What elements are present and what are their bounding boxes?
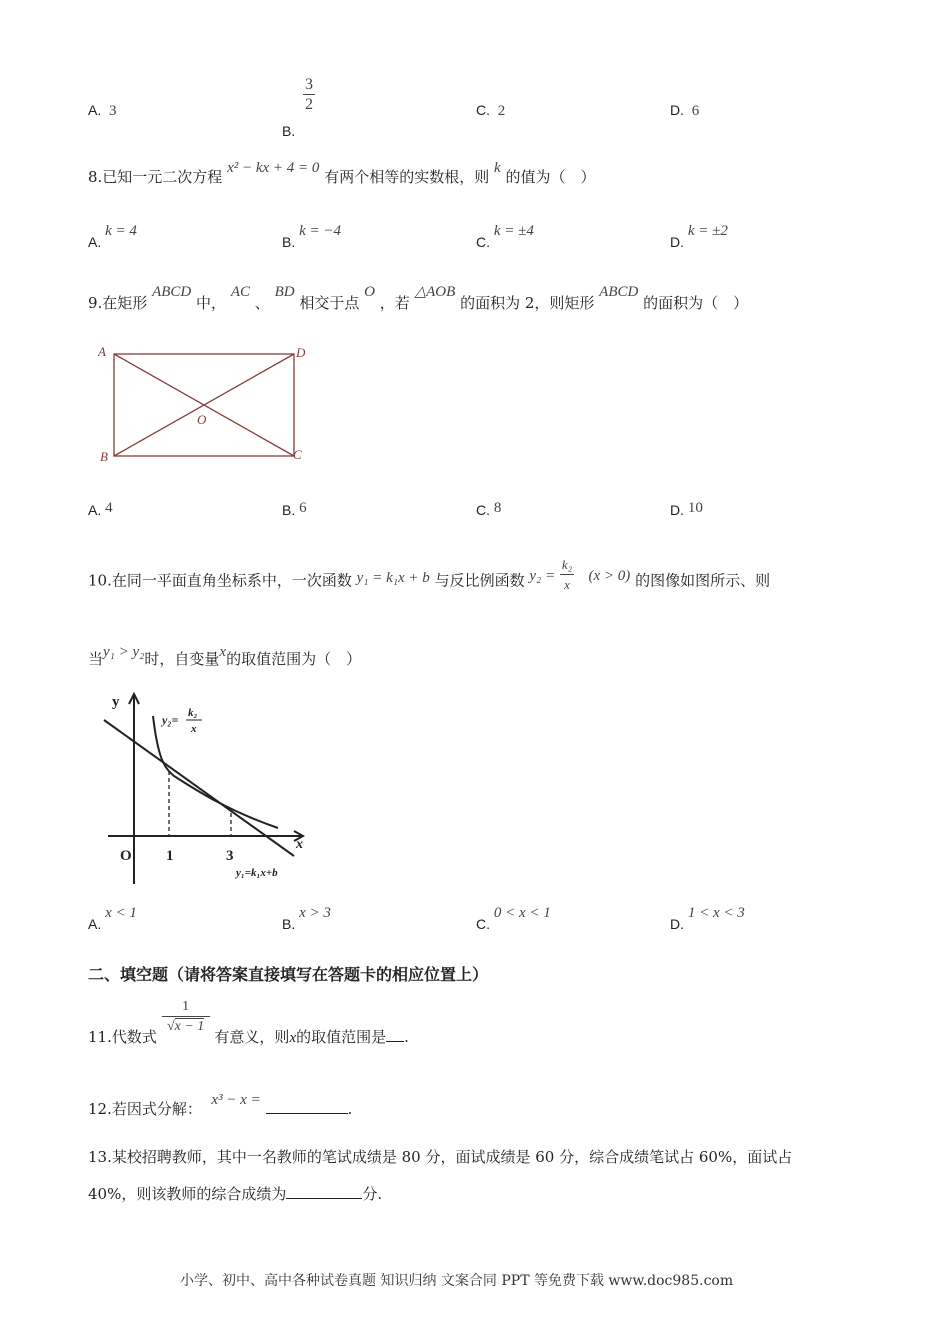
function-graph: [96, 688, 316, 888]
option-label: B.: [282, 123, 296, 139]
question-text: 分.: [362, 1185, 383, 1203]
vertex-b: B: [100, 449, 108, 464]
math-term: BD: [274, 284, 295, 300]
question-text: 40%，则该教师的综合成绩为: [88, 1185, 287, 1203]
q10-option-a: [88, 904, 137, 932]
q8-option-c: [476, 222, 534, 250]
question-text: 8.已知一元二次方程: [88, 168, 223, 186]
option-value: 8: [493, 500, 502, 516]
question-13-line-2: [88, 1183, 382, 1204]
question-11: [88, 998, 409, 1046]
question-text: 的取值范围为（ ）: [226, 650, 362, 668]
variable: x: [289, 1030, 297, 1046]
option-label: B.: [282, 234, 296, 250]
option-value: x < 1: [105, 905, 137, 921]
question-text: .: [347, 1100, 353, 1118]
math-term: AC: [230, 284, 251, 300]
x-axis-label: x: [296, 837, 303, 852]
question-text: 当: [88, 650, 104, 668]
tick-label-1: 1: [166, 848, 174, 864]
option-label: C.: [476, 502, 490, 518]
option-value: 3: [109, 103, 117, 119]
question-text: 有两个相等的实数根，则: [324, 168, 490, 186]
question-text: 相交于点: [299, 294, 360, 312]
option-value: k = ±4: [493, 223, 534, 239]
question-10-line-2: [88, 644, 362, 669]
option-value: 6: [299, 500, 307, 516]
option-value: 2: [497, 103, 506, 119]
section-heading: 二、填空题（请将答案直接填写在答题卡的相应位置上）: [88, 965, 489, 984]
question-text: 的值为（ ）: [505, 168, 596, 186]
option-label: C.: [476, 234, 490, 250]
curve-label-numerator: k₂: [188, 707, 198, 719]
q9-option-a: [88, 502, 113, 520]
origin-label: O: [120, 848, 132, 864]
line-label: y₁=k₁x+b: [236, 867, 278, 879]
fraction: [303, 76, 315, 115]
curve-label-denominator: x: [191, 723, 197, 735]
fraction-numerator: k₂: [560, 556, 574, 575]
option-label: D.: [670, 502, 684, 518]
fraction-denominator: x: [564, 577, 570, 592]
option-label: A.: [88, 502, 102, 518]
q8-option-d: [670, 222, 728, 250]
q7-option-b: [282, 76, 315, 139]
variable: x: [219, 644, 227, 660]
q8-option-a: [88, 222, 137, 250]
q10-option-d: [670, 904, 745, 932]
vertex-d: D: [296, 345, 306, 360]
question-text: 与反比例函数: [434, 571, 525, 590]
fraction: [162, 998, 210, 1037]
center-o: O: [197, 412, 207, 427]
math-term: ABCD: [152, 284, 192, 300]
option-label: A.: [88, 916, 102, 932]
option-label: D.: [670, 234, 684, 250]
option-label: A.: [88, 102, 102, 118]
question-text: 的取值范围是: [296, 1028, 387, 1046]
q9-option-c: [476, 502, 501, 520]
rectangle-figure: [96, 340, 316, 470]
page-footer: 小学、初中、高中各种试卷真题 知识归纳 文案合同 PPT 等免费下载 www.doc985.com: [180, 1273, 734, 1289]
math-term: ABCD: [599, 284, 639, 300]
curve-label: y₂=: [162, 713, 179, 727]
option-label: D.: [670, 102, 684, 118]
option-value: 4: [105, 500, 113, 516]
q8-option-b: [282, 222, 342, 250]
q7-option-a: [88, 102, 117, 120]
q7-option-d: [670, 102, 699, 120]
question-10-line-1: [88, 557, 771, 601]
answer-blank[interactable]: [386, 1027, 404, 1042]
hyperbola-curve: [153, 716, 278, 828]
question-text: 有意义，则: [214, 1028, 290, 1046]
question-12: [88, 1092, 353, 1119]
q7-option-c: [476, 102, 505, 120]
question-text: ，若: [379, 294, 410, 312]
math-term: △AOB: [414, 284, 456, 300]
question-text: 12.若因式分解：: [88, 1100, 202, 1118]
y-axis-label: y: [112, 694, 120, 710]
option-label: B.: [282, 502, 296, 518]
question-text: 9.在矩形: [88, 294, 148, 312]
option-value: k = ±2: [687, 223, 728, 239]
equation: x² − kx + 4 = 0: [227, 160, 320, 176]
question-text: .: [404, 1028, 409, 1046]
fraction-denominator: 2: [305, 96, 314, 113]
option-value: k = 4: [105, 223, 137, 239]
option-label: D.: [670, 916, 684, 932]
radical: √x − 1: [166, 1019, 205, 1034]
fraction: [560, 556, 574, 595]
question-text: 的图像如图所示、则: [635, 571, 771, 590]
condition: (x > 0): [588, 567, 631, 584]
option-value: k = −4: [299, 223, 342, 239]
question-text: 的面积为 2，则矩形: [460, 294, 595, 312]
option-label: B.: [282, 916, 296, 932]
question-text: 中，: [196, 294, 227, 312]
equation: y₂ =: [529, 567, 556, 584]
question-9: [88, 284, 749, 313]
vertex-a: A: [98, 344, 106, 359]
tick-label-3: 3: [226, 848, 234, 864]
equation: y₁ = k₁x + b: [356, 569, 430, 586]
vertex-c: C: [293, 447, 302, 462]
question-13-line-1: 13.某校招聘教师，其中一名教师的笔试成绩是 80 分，面试成绩是 60 分，综合成绩笔试占 60%，面试占: [88, 1148, 793, 1166]
option-value: x > 3: [299, 905, 331, 921]
fraction-numerator: 1: [182, 999, 190, 1014]
option-value: 1 < x < 3: [687, 905, 745, 921]
question-text: 10.在同一平面直角坐标系中，一次函数: [88, 571, 352, 590]
variable: k: [494, 160, 501, 176]
question-8: [88, 160, 596, 187]
option-label: C.: [476, 916, 490, 932]
q9-option-d: [670, 502, 703, 520]
radicand: x − 1: [174, 1019, 205, 1034]
answer-blank[interactable]: [286, 1184, 362, 1199]
question-text: 时，自变量: [144, 650, 220, 668]
option-value: 6: [691, 103, 700, 119]
q10-option-b: [282, 904, 331, 932]
q9-option-b: [282, 502, 307, 520]
answer-blank[interactable]: [266, 1099, 348, 1114]
math-term: O: [364, 284, 376, 300]
option-value: 10: [687, 500, 703, 516]
question-text: 11.代数式: [88, 1028, 157, 1046]
option-value: 0 < x < 1: [493, 905, 551, 921]
q10-option-c: [476, 904, 551, 932]
question-text: 的面积为（ ）: [643, 294, 749, 312]
fraction-numerator: 3: [305, 76, 314, 93]
option-label: A.: [88, 234, 102, 250]
equation: x³ − x =: [211, 1092, 261, 1108]
option-label: C.: [476, 102, 490, 118]
question-text: 、: [254, 294, 270, 312]
inequality: y₁ > y₂: [103, 644, 145, 660]
